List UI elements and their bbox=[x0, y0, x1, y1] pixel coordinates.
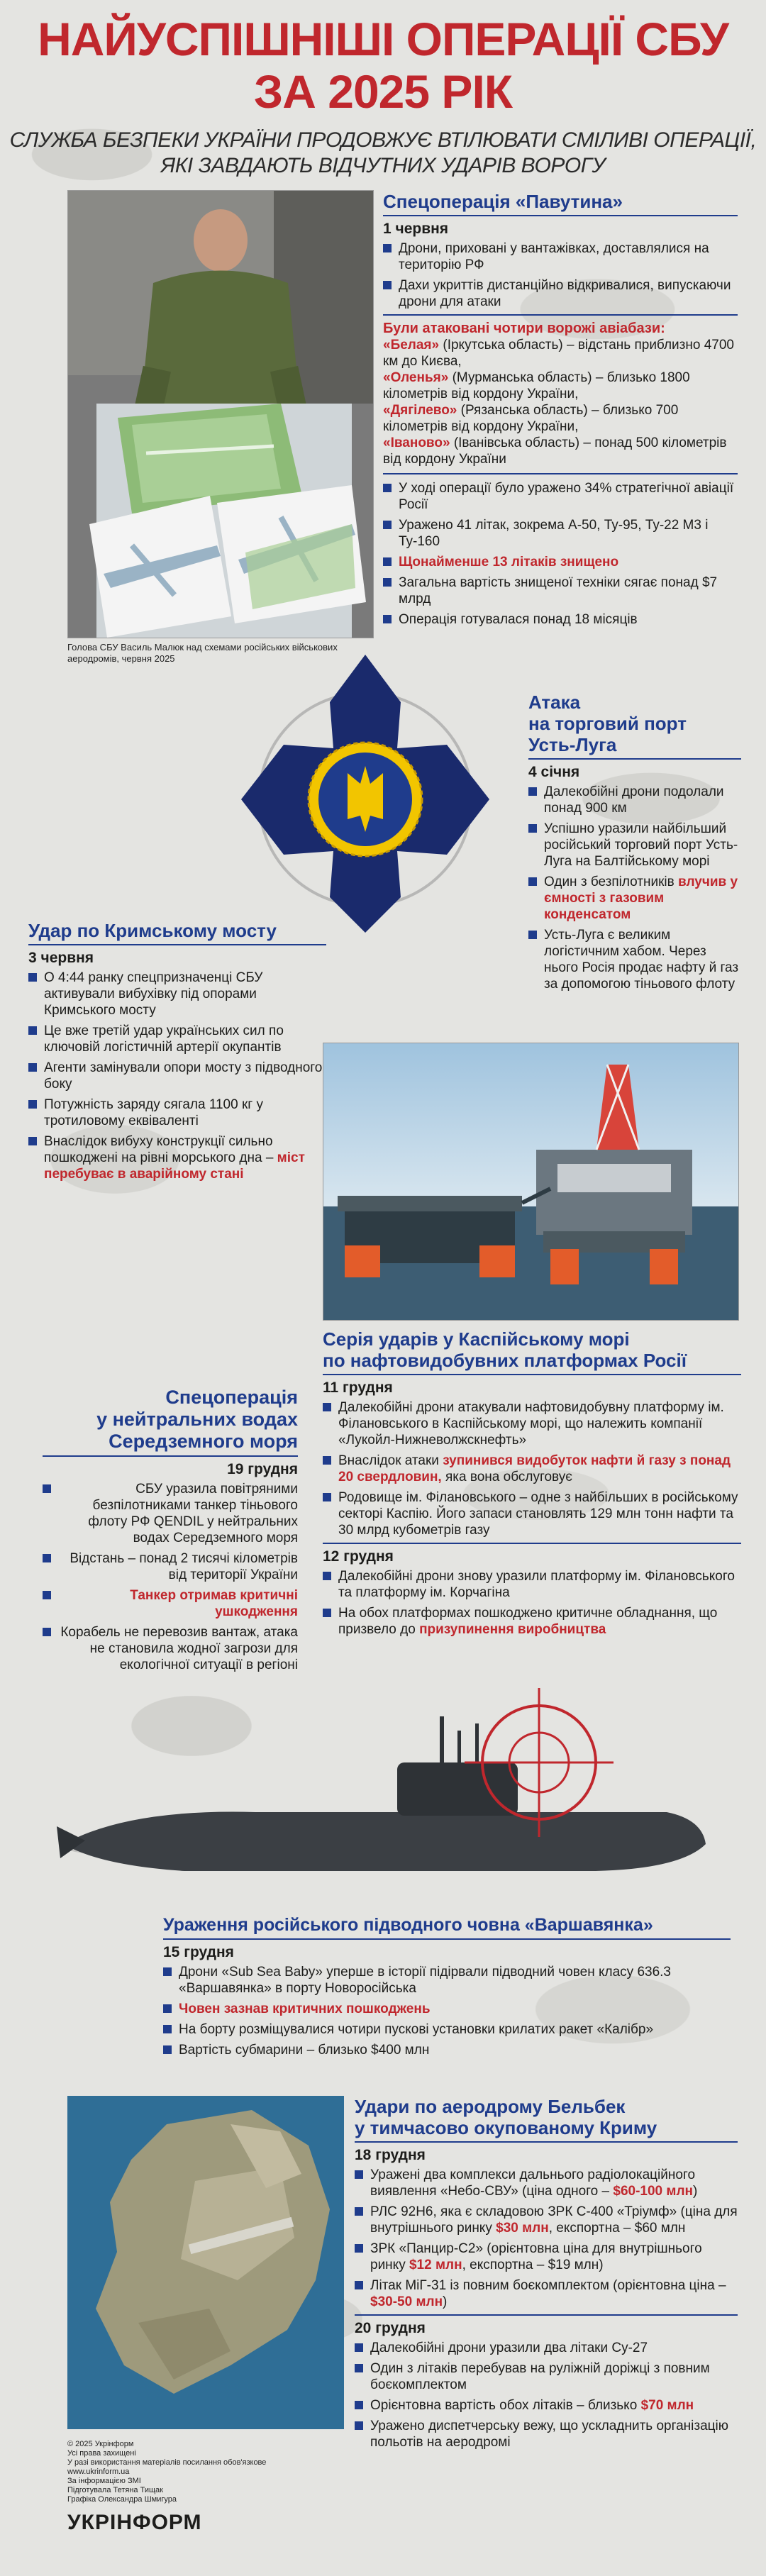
date: 4 січня bbox=[528, 764, 580, 780]
text: РЛС 92Н6, яка є складовою ЗРК С-400 «Тріумф» (ціна для внутрішнього ринку bbox=[370, 2204, 738, 2236]
section-title: Ураження російського підводного човна «Варшавянка» bbox=[163, 1915, 653, 1935]
list-item: Далекобійні дрони знову уразили платформу ім. Філановського та платформу ім. Корчагіна bbox=[323, 1568, 741, 1601]
bullet-list bbox=[355, 2167, 738, 2310]
section-title bbox=[355, 2096, 738, 2138]
title-line: Середземного моря bbox=[109, 1431, 298, 1452]
divider bbox=[383, 473, 738, 474]
section-title bbox=[43, 1387, 298, 1453]
highlight: призупинення виробництва bbox=[419, 1622, 606, 1637]
title-line-2: ЗА 2025 РІК bbox=[253, 65, 513, 118]
title-line: у тимчасово окупованому Криму bbox=[355, 2117, 657, 2138]
date: 20 грудня bbox=[355, 2320, 426, 2336]
section-ustluga bbox=[528, 692, 741, 996]
text: ЗРК «Панцир-С2» (орієнтовна ціна для внутрішнього ринку bbox=[370, 2241, 702, 2272]
text: Внаслідок атаки bbox=[338, 1453, 439, 1468]
airbases-list bbox=[383, 337, 738, 467]
highlight: зупинився видобуток нафти й газу з понад 20 свердловин, bbox=[338, 1453, 731, 1484]
section-submarine bbox=[163, 1915, 731, 2063]
list-item bbox=[355, 2277, 738, 2310]
sbu-cross-icon bbox=[206, 642, 525, 940]
list-item: Операція готувалася понад 18 місяців bbox=[383, 611, 738, 628]
airbase-name: «Оленья» bbox=[383, 370, 449, 385]
submarine-icon bbox=[43, 1674, 752, 1894]
list-item: У ході операції було уражено 34% стратегічної авіації Росії bbox=[383, 480, 738, 513]
malyuk-photo bbox=[67, 190, 374, 638]
text: На обох платформах пошкоджено критичне обладнання, що призвело до bbox=[338, 1606, 718, 1637]
list-item: Дрони «Sub Sea Baby» уперше в історії підірвали підводний човен класу 636.3 «Варшавянка» в порту Новоросійська bbox=[163, 1964, 731, 1997]
list-item: Відстань – понад 2 тисячі кілометрів від території України bbox=[43, 1550, 298, 1583]
divider bbox=[28, 944, 326, 945]
list-item bbox=[323, 1605, 741, 1638]
footer-line: © 2025 Укрінформ bbox=[67, 2440, 134, 2448]
airbase-text: (Рязанська область) – близько 700 кілометрів від кордону України, bbox=[383, 403, 679, 434]
text: ) bbox=[692, 2184, 698, 2199]
list-item bbox=[355, 2167, 738, 2199]
list-item: Родовище ім. Філановського – одне з найбільших в російському секторі Каспію. Його запаси становлять 129 млн тонн нафти та 30 млрд кубометрів газу bbox=[323, 1489, 741, 1538]
highlight: міст перебуває в аварійному стані bbox=[44, 1150, 305, 1182]
airbase-text: (Іркутська область) – відстань приблизно 4700 км до Києва, bbox=[383, 338, 734, 369]
divider bbox=[383, 314, 738, 316]
bullet-list bbox=[28, 970, 326, 1182]
list-item bbox=[323, 1453, 741, 1485]
date: 12 грудня bbox=[323, 1548, 394, 1565]
list-item: Човен зазнав критичних пошкоджень bbox=[163, 2001, 731, 2017]
airbase-name: «Дягілево» bbox=[383, 403, 457, 418]
bullet-list bbox=[323, 1568, 741, 1638]
divider bbox=[323, 1543, 741, 1544]
text: ) bbox=[443, 2294, 448, 2309]
date: 11 грудня bbox=[323, 1379, 393, 1396]
section-title bbox=[323, 1328, 741, 1371]
ukrinform-logo: УКРІНФОРМ bbox=[67, 2511, 202, 2534]
list-item: Далекобійні дрони подолали понад 900 км bbox=[528, 784, 741, 816]
caspian-body bbox=[323, 1379, 741, 1638]
section-caspian bbox=[280, 1328, 741, 1642]
list-item bbox=[355, 2241, 738, 2273]
airbase-text: (Іванівська область) – понад 500 кілометрів від кордону України bbox=[383, 435, 727, 467]
list-item: Уражено диспетчерську вежу, що ускладнить організацію польотів на аеродромі bbox=[355, 2418, 738, 2450]
list-item bbox=[528, 874, 741, 923]
section-title bbox=[528, 692, 741, 755]
section-title: Удар по Кримському мосту bbox=[28, 920, 277, 941]
list-item: Далекобійні дрони уразили два літаки Су-27 bbox=[355, 2340, 738, 2356]
section-title: Спецоперація «Павутина» bbox=[383, 191, 623, 212]
photo-illustration bbox=[68, 191, 373, 638]
submarine-graphic bbox=[43, 1674, 752, 1894]
footer-line: Усі права захищені bbox=[67, 2449, 136, 2458]
text: Уражені два комплекси дальнього радіолокаційного виявлення «Небо-СВУ» (ціна одного – bbox=[370, 2167, 696, 2199]
subtitle-line-2: ЯКІ ЗАВДАЮТЬ ВІДЧУТНИХ УДАРІВ ВОРОГУ bbox=[160, 154, 606, 177]
title-line: Удари по аеродрому Бельбек bbox=[355, 2096, 626, 2117]
title-line: у нейтральних водах bbox=[96, 1409, 298, 1430]
footer-line: У разі використання матеріалів посилання обов'язкове bbox=[67, 2458, 267, 2467]
divider bbox=[355, 2314, 738, 2316]
text: Літак МіГ-31 із повним боєкомплектом (орієнтовна ціна – bbox=[370, 2278, 726, 2293]
text: , експортна – $19 млн) bbox=[462, 2258, 604, 2272]
list-item: Танкер отримав критичні ушкодження bbox=[43, 1587, 298, 1620]
bullet-list bbox=[383, 240, 738, 310]
footer-line: Підготувала Тетяна Тищак bbox=[67, 2486, 163, 2494]
footer-line: Графіка Олександра Шмигура bbox=[67, 2495, 177, 2504]
section-pavutyna bbox=[383, 191, 738, 632]
list-item bbox=[28, 1133, 326, 1182]
divider bbox=[355, 2141, 738, 2143]
divider bbox=[163, 1938, 731, 1940]
highlight: влучив у ємності з газовим конденсатом bbox=[544, 875, 738, 922]
date: 19 грудня bbox=[227, 1461, 298, 1477]
title-line: Серія ударів у Каспійському морі bbox=[323, 1328, 630, 1350]
footer-line: www.ukrinform.ua bbox=[67, 2467, 130, 2476]
platform-illustration bbox=[323, 1043, 738, 1320]
divider bbox=[323, 1374, 741, 1375]
photo-caption: Голова СБУ Василь Малюк над схемами російських військових аеродромів, червня 2025 bbox=[67, 642, 338, 664]
list-item: Агенти замінували опори мосту з підводного боку bbox=[28, 1060, 326, 1092]
oil-platform-photo bbox=[323, 1043, 739, 1321]
list-item bbox=[383, 435, 738, 467]
list-item: О 4:44 ранку спецпризначенці СБУ активували вибухівку під опорами Кримського мосту bbox=[28, 970, 326, 1018]
list-item bbox=[383, 337, 738, 370]
page-subtitle bbox=[0, 128, 766, 179]
airbase-text: (Мурманська область) – близько 1800 кілометрів від кордону України, bbox=[383, 370, 690, 401]
list-item bbox=[383, 370, 738, 402]
list-item: СБУ уразила повітряними безпілотниками танкер тіньового флоту РФ QENDIL у нейтральних водах Середземного моря bbox=[43, 1481, 298, 1546]
bullet-list bbox=[528, 784, 741, 992]
text: , експортна – $60 млн bbox=[548, 2221, 686, 2236]
footer-line: За інформацією ЗМІ bbox=[67, 2477, 141, 2485]
date: 15 грудня bbox=[163, 1944, 234, 1960]
bullet-list bbox=[163, 1964, 731, 2058]
airbases-heading: Були атаковані чотири ворожі авіабази: bbox=[383, 321, 665, 336]
bullet-list bbox=[355, 2340, 738, 2450]
text: яка вона обслуговує bbox=[445, 1470, 572, 1484]
sbu-emblem bbox=[206, 642, 525, 940]
divider bbox=[528, 758, 741, 760]
list-item: Усть-Луга є великим логістичним хабом. Через нього Росія продає нафту й газ за допомогою тіньового флоту bbox=[528, 927, 741, 992]
text: Орієнтовна вартість обох літаків – близько bbox=[370, 2398, 638, 2413]
highlight: $60-100 млн bbox=[613, 2184, 693, 2199]
subtitle-line-1: СЛУЖБА БЕЗПЕКИ УКРАЇНИ ПРОДОВЖУЄ ВТІЛЮВАТИ СМІЛИВІ ОПЕРАЦІЇ, bbox=[9, 128, 757, 152]
section-belbek bbox=[355, 2096, 738, 2455]
airbase-name: «Белая» bbox=[383, 338, 440, 352]
title-line: по нафтовидобувних платформах Росії bbox=[323, 1350, 687, 1371]
list-item: Успішно уразили найбільший російський торговий порт Усть-Луга на Балтійському морі bbox=[528, 821, 741, 870]
list-item: Загальна вартість знищеної техніки сягає понад $7 млрд bbox=[383, 574, 738, 607]
title-line: Спецоперація bbox=[165, 1387, 298, 1408]
list-item: Щонайменше 13 літаків знищено bbox=[383, 554, 738, 570]
divider bbox=[43, 1455, 298, 1457]
highlight: $12 млн bbox=[409, 2258, 462, 2272]
highlight: $30 млн bbox=[496, 2221, 549, 2236]
list-item: Корабель не перевозив вантаж, атака не становила жодної загрози для екологічної ситуації в регіоні bbox=[43, 1624, 298, 1673]
bullet-list bbox=[323, 1399, 741, 1538]
text: Один з безпілотників bbox=[544, 875, 675, 889]
divider bbox=[383, 215, 738, 216]
highlight: $30-50 млн bbox=[370, 2294, 443, 2309]
list-item: Уражено 41 літак, зокрема А-50, Ту-95, Ту-22 М3 і Ту-160 bbox=[383, 517, 738, 550]
list-item bbox=[355, 2397, 738, 2414]
title-line: на торговий порт bbox=[528, 713, 687, 734]
bullet-list bbox=[43, 1481, 298, 1673]
list-item: Дрони, приховані у вантажівках, доставлялися на територію РФ bbox=[383, 240, 738, 273]
list-item bbox=[355, 2204, 738, 2236]
title-line-1: НАЙУСПІШНІШІ ОПЕРАЦІЇ СБУ bbox=[38, 13, 728, 65]
highlight: $70 млн bbox=[640, 2398, 694, 2413]
bullet-list bbox=[383, 480, 738, 628]
page-title bbox=[0, 13, 766, 118]
list-item bbox=[383, 402, 738, 435]
list-item: Це вже третій удар українських сил по ключовій логістичній артерії окупантів bbox=[28, 1023, 326, 1055]
list-item: Потужність заряду сягала 1100 кг у тротиловому еквіваленті bbox=[28, 1097, 326, 1129]
airbase-name: «Іваново» bbox=[383, 435, 450, 450]
list-item: На борту розміщувалися чотири пускові установки крилатих ракет «Калібр» bbox=[163, 2021, 731, 2038]
belbek-map bbox=[67, 2096, 344, 2429]
section-crimea bbox=[28, 921, 326, 1187]
section-med bbox=[43, 1387, 298, 1677]
date: 18 грудня bbox=[355, 2147, 426, 2163]
list-item: Далекобійні дрони атакували нафтовидобувну платформу ім. Філановського в Каспійському морі, що належить компанії «Лукойл-Нижневолжскнефть» bbox=[323, 1399, 741, 1448]
list-item: Дахи укриттів дистанційно відкривалися, випускаючи дрони для атаки bbox=[383, 277, 738, 310]
footer-credits bbox=[67, 2440, 323, 2536]
title-line: Атака bbox=[528, 692, 581, 713]
crimea-satellite-icon bbox=[67, 2096, 344, 2429]
title-line: Усть-Луга bbox=[528, 734, 617, 755]
list-item: Вартість субмарини – близько $400 млн bbox=[163, 2042, 731, 2058]
date: 1 червня bbox=[383, 221, 449, 237]
text: Внаслідок вибуху конструкції сильно пошкоджені на рівні морського дна – bbox=[44, 1134, 274, 1165]
list-item: Один з літаків перебував на руліжній доріжці з повним боєкомплектом bbox=[355, 2360, 738, 2393]
date: 3 червня bbox=[28, 950, 94, 966]
